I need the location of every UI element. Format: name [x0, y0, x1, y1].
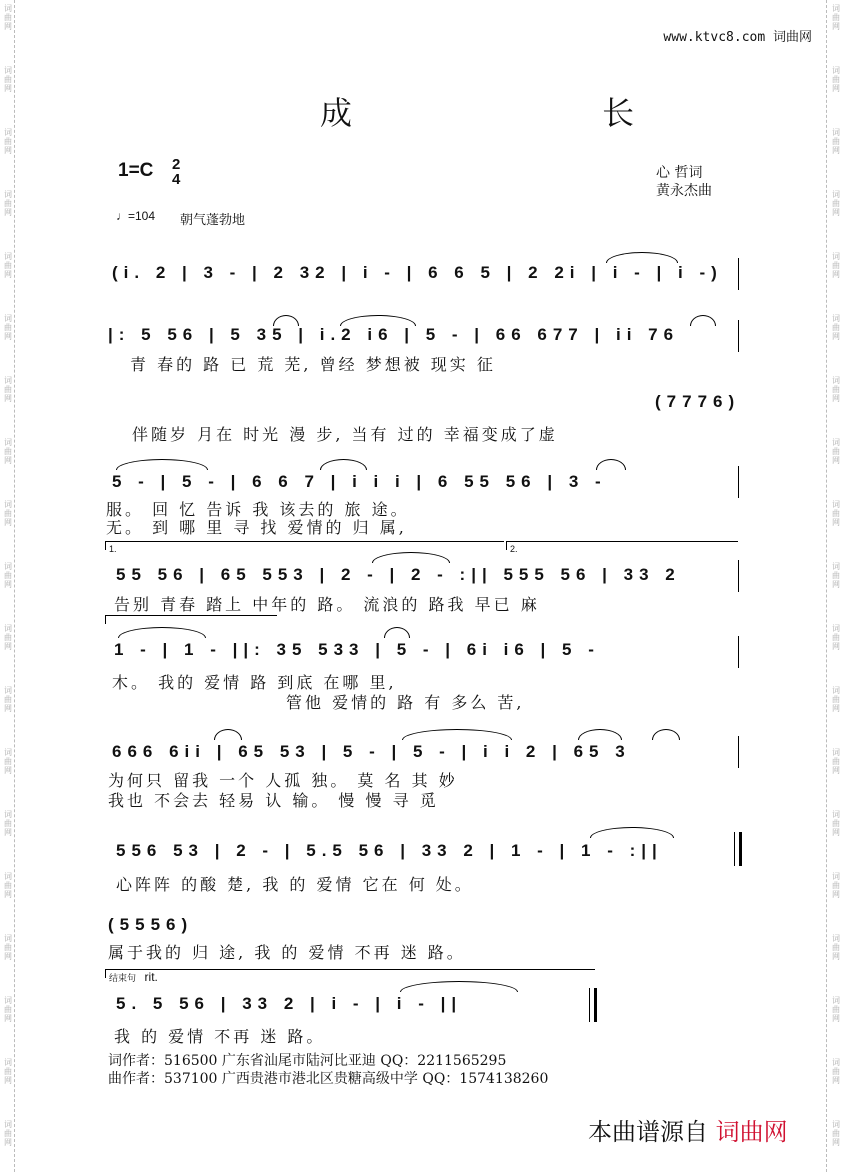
watermark-text: 词 曲 网: [4, 66, 12, 93]
song-title: 成 长: [320, 94, 755, 132]
watermark-text: 词 曲 网: [4, 128, 12, 155]
score-line-4: 55 56 | 65 553 | 2 - | 2 - :|| 555 56 | 33 2: [116, 565, 681, 584]
lyric-line-2: 伴随岁 月在 时光 漫 步, 当有 过的 幸福变成了虚: [132, 425, 558, 444]
expression-marking: 朝气蓬勃地: [180, 213, 246, 228]
watermark-text: 词 曲 网: [4, 500, 12, 527]
watermark-text: 词 曲 网: [4, 314, 12, 341]
source-brand-link[interactable]: 词曲网: [715, 1118, 788, 1146]
watermark-text: 词 曲 网: [4, 376, 12, 403]
watermark-text: 词 曲 网: [4, 872, 12, 899]
watermark-text: 词 曲 网: [4, 748, 12, 775]
tie-mark: [116, 459, 208, 470]
watermark-text: 词 曲 网: [832, 128, 840, 155]
watermark-text: 词 曲 网: [832, 4, 840, 31]
tie-mark: [606, 252, 678, 263]
watermark-text: 词 曲 网: [832, 562, 840, 589]
volta-first-ending: 1.: [105, 541, 504, 550]
tempo-marking: ♩=104: [116, 209, 156, 223]
barline: [738, 636, 739, 668]
score-line-7: 556 53 | 2 - | 5.5 56 | 33 2 | 1 - | 1 - :||: [116, 841, 663, 860]
source-banner: [588, 1112, 788, 1147]
barline: [738, 560, 739, 592]
volta-second-ending: 2.: [506, 541, 738, 550]
left-watermark-column: [14, 0, 29, 1172]
watermark-text: 词 曲 网: [832, 66, 840, 93]
watermark-text: 词 曲 网: [832, 872, 840, 899]
score-line-3: 5 - | 5 - | 6 6 7 | i i i | 6 55 56 | 3 -: [112, 472, 607, 491]
ossia-notes-1: (7776): [655, 392, 741, 411]
lyric-line-1: 青 春的 路 已 荒 芜, 曾经 梦想被 现实 征: [130, 355, 496, 374]
watermark-text: 词 曲 网: [4, 4, 12, 31]
key-signature: 1=C: [118, 160, 154, 181]
lyric-line-3a: 服。 回 忆 告诉 我 该去的 旅 途。: [106, 500, 410, 519]
volta-end-bracket: [105, 615, 277, 624]
watermark-text: 词 曲 网: [832, 810, 840, 837]
tie-mark: [118, 627, 206, 638]
coda-bracket: [105, 969, 595, 984]
watermark-text: 词 曲 网: [832, 1120, 840, 1147]
watermark-text: 词 曲 网: [832, 686, 840, 713]
watermark-text: 词 曲 网: [4, 1058, 12, 1085]
score-line-intro: (i. 2 | 3 - | 2 32 | i - | 6 6 5 | 2 2i | i - | i -): [112, 263, 723, 282]
lyric-line-6b: 我也 不会去 轻易 认 输。 慢 慢 寻 觅: [108, 791, 439, 810]
watermark-text: 词 曲 网: [4, 686, 12, 713]
lyricist-credit: 心 哲词: [656, 165, 703, 181]
lyric-line-5b: 管他 爱情的 路 有 多么 苦,: [286, 693, 525, 712]
lyric-line-4: 告别 青春 踏上 中年的 路。 流浪的 路我 早已 麻: [114, 595, 540, 614]
score-line-5: 1 - | 1 - ||: 35 533 | 5 - | 6i i6 | 5 -: [114, 640, 600, 659]
barline: [738, 466, 739, 498]
coda-label: 结束句: [109, 973, 137, 983]
lyric-line-3b: 无。 到 哪 里 寻 找 爱情的 归 属,: [106, 518, 407, 537]
slur-mark: [578, 729, 622, 740]
watermark-text: 词 曲 网: [832, 500, 840, 527]
watermark-text: 词 曲 网: [832, 624, 840, 651]
credits: [656, 164, 712, 200]
watermark-text: 词 曲 网: [4, 190, 12, 217]
lyric-line-9: 我 的 爱情 不再 迷 路。: [114, 1027, 326, 1046]
time-signature-bottom: 4: [172, 171, 181, 188]
watermark-text: 词 曲 网: [832, 314, 840, 341]
watermark-text: 词 曲 网: [832, 190, 840, 217]
lyricist-info: 词作者：516500 广东省汕尾市陆河比亚迪 QQ：2211565295: [108, 1053, 507, 1069]
slur-mark: [273, 315, 299, 326]
time-signature-top: 2: [172, 156, 181, 173]
watermark-text: 词 曲 网: [4, 562, 12, 589]
slur-mark: [690, 315, 716, 326]
barline: [738, 320, 739, 352]
slur-mark: [214, 729, 242, 740]
tie-mark: [400, 981, 518, 992]
watermark-text: 词 曲 网: [832, 1058, 840, 1085]
lyric-line-7: 心阵阵 的酸 楚, 我 的 爱情 它在 何 处。: [116, 875, 474, 894]
watermark-text: 词 曲 网: [832, 252, 840, 279]
source-prefix: 本曲谱源自: [588, 1118, 708, 1146]
watermark-text: 词 曲 网: [832, 934, 840, 961]
ritardando-mark: rit.: [144, 970, 158, 984]
watermark-text: 词 曲 网: [832, 996, 840, 1023]
repeat-end-barline: [734, 832, 742, 866]
composer-info: 曲作者：537100 广西贵港市港北区贵糖高级中学 QQ：1574138260: [108, 1071, 549, 1087]
watermark-text: 词 曲 网: [4, 934, 12, 961]
slur-mark: [340, 315, 416, 326]
barline: [738, 258, 739, 290]
tie-mark: [590, 827, 674, 838]
watermark-text: 词 曲 网: [832, 748, 840, 775]
score-line-6: 666 6ii | 65 53 | 5 - | 5 - | i i 2 | 65 3: [112, 742, 631, 761]
lyric-line-6a: 为何只 留我 一个 人孤 独。 莫 名 其 妙: [108, 771, 458, 790]
watermark-text: 词 曲 网: [4, 996, 12, 1023]
lyric-line-5a: 木。 我的 爱情 路 到底 在哪 里,: [112, 673, 397, 692]
tie-mark: [402, 729, 512, 740]
slur-mark: [596, 459, 626, 470]
lyric-line-8: 属于我的 归 途, 我 的 爱情 不再 迷 路。: [108, 943, 466, 962]
watermark-text: 词 曲 网: [4, 624, 12, 651]
watermark-text: 词 曲 网: [4, 252, 12, 279]
watermark-text: 词 曲 网: [4, 1120, 12, 1147]
slur-mark: [384, 627, 410, 638]
score-line-9: 5. 5 56 | 33 2 | i - | i - ||: [116, 994, 463, 1013]
tie-mark: [372, 552, 450, 563]
watermark-text: 词 曲 网: [4, 810, 12, 837]
time-signature: [172, 157, 180, 187]
watermark-text: 词 曲 网: [4, 438, 12, 465]
barline: [738, 736, 739, 768]
score-line-1: |: 5 56 | 5 35 | i.2 i6 | 5 - | 66 677 | ii 76: [108, 325, 680, 344]
final-barline: [589, 988, 597, 1022]
slur-mark: [652, 729, 680, 740]
site-header[interactable]: www.ktvc8.com 词曲网: [663, 30, 812, 45]
composer-credit: 黄永杰曲: [656, 183, 712, 199]
watermark-text: 词 曲 网: [832, 438, 840, 465]
ossia-notes-2: (5556): [108, 915, 194, 934]
slur-mark: [320, 459, 367, 470]
watermark-text: 词 曲 网: [832, 376, 840, 403]
